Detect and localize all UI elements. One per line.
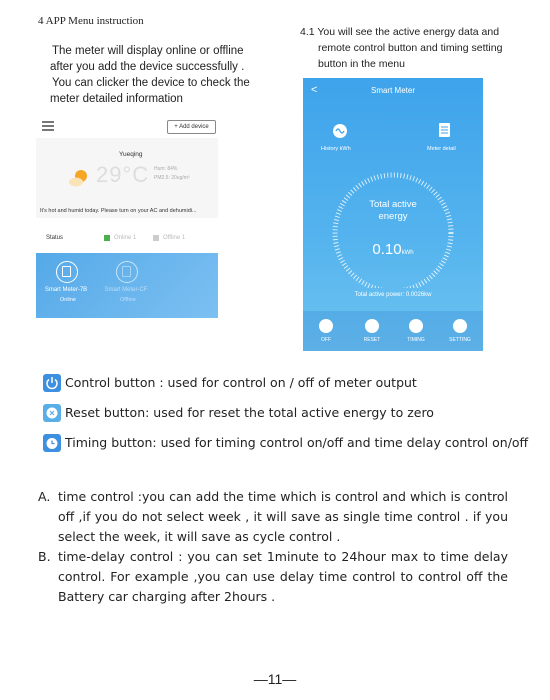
- total-active-power: Total active power: 0.0026kw: [354, 292, 432, 298]
- list-text: time control :you can add the time which is control and which is control off ,if you do not select week , it will save as single time control . if you select the week, it will save as cycle control .: [58, 489, 508, 544]
- status-label: Status: [46, 235, 64, 241]
- humidity-info: [154, 165, 190, 183]
- para-line: The meter will display online or offline: [52, 45, 244, 57]
- meter-title: Smart Meter: [370, 86, 415, 95]
- weather-tip: It's hot and humid today. Please turn on your AC and dehumidi...: [40, 208, 197, 214]
- online-count[interactable]: Online 1: [114, 235, 137, 241]
- reset-button-description: Reset button: used for reset the total active energy to zero: [65, 405, 434, 420]
- list-item-b: [38, 547, 508, 607]
- timing-button-label[interactable]: TIMING: [407, 337, 425, 343]
- online-indicator: [104, 235, 110, 241]
- off-button-label[interactable]: OFF: [321, 337, 331, 343]
- sun-cloud-icon: [68, 168, 90, 188]
- power-icon: [43, 374, 61, 392]
- label-line: Total active: [369, 199, 417, 210]
- reset-button-label[interactable]: RESET: [363, 337, 381, 343]
- heading-line: button in the menu: [318, 58, 405, 70]
- meter-icon: [116, 261, 138, 283]
- device-name: Smart Meter-CF: [104, 287, 148, 293]
- city-label: Yueqing: [119, 151, 143, 158]
- add-device-button[interactable]: + Add device: [167, 120, 216, 134]
- list-label: B.: [38, 549, 51, 564]
- device-grid: [36, 253, 218, 318]
- power-icon[interactable]: [319, 319, 333, 333]
- offline-count[interactable]: Offline 1: [163, 235, 186, 241]
- para-line: You can clicker the device to check the: [52, 77, 250, 89]
- para-line: meter detailed information: [50, 93, 183, 105]
- heading-line: 4.1 You will see the active energy data and: [300, 26, 500, 38]
- label-line: energy: [378, 211, 408, 222]
- setting-button-label[interactable]: SETTING: [449, 337, 471, 343]
- temperature: 29°C: [96, 162, 150, 187]
- gear-icon[interactable]: [453, 319, 467, 333]
- timer-icon: [43, 434, 61, 452]
- section-title: 4 APP Menu instruction: [38, 15, 144, 27]
- weather-card: [36, 138, 218, 218]
- control-button-description: Control button : used for control on / off of meter output: [65, 375, 417, 390]
- device-list-screenshot: [36, 113, 218, 318]
- list-text: time-delay control : you can set 1minute to 24hour max to time delay control. For example ,you can use delay time control to control off the Battery car charging after 2hours .: [58, 549, 508, 604]
- device-state: Offline: [120, 297, 136, 303]
- status-row: [36, 231, 218, 249]
- para-line: after you add the device successfully .: [50, 61, 245, 73]
- device-state: Online: [60, 297, 76, 303]
- device-name: Smart Meter-7B: [44, 287, 88, 293]
- control-bar: [303, 311, 483, 351]
- meter-detail-label[interactable]: Meter detail: [427, 146, 456, 152]
- value-unit: kWh: [401, 250, 414, 256]
- reset-icon[interactable]: [365, 319, 379, 333]
- meter-icon: [56, 261, 78, 283]
- timer-icon[interactable]: [409, 319, 423, 333]
- offline-indicator: [153, 235, 159, 241]
- list-label: A.: [38, 489, 51, 504]
- device-card[interactable]: [96, 253, 156, 318]
- total-active-energy-label: [303, 199, 483, 223]
- list-item-a: [38, 487, 508, 547]
- history-icon[interactable]: [333, 124, 347, 138]
- section-heading-4-1: [300, 24, 535, 72]
- humidity: Hum: 84%: [154, 166, 178, 172]
- heading-line: remote control button and timing setting: [318, 42, 503, 54]
- page-number: —11—: [253, 671, 297, 687]
- intro-paragraph: [50, 43, 280, 107]
- app-topbar: [36, 113, 218, 139]
- energy-gauge-ring: [303, 158, 483, 288]
- value-number: 0.10: [372, 241, 402, 258]
- pm25: PM2.5: 20ug/m³: [154, 175, 190, 181]
- history-kwh-label[interactable]: History kWh: [321, 146, 351, 152]
- timing-button-description: Timing button: used for timing control on/off and time delay control on/off: [65, 435, 529, 450]
- back-button[interactable]: <: [311, 84, 318, 96]
- device-card[interactable]: [36, 253, 96, 318]
- reset-icon: [43, 404, 61, 422]
- meter-detail-icon[interactable]: [439, 123, 450, 137]
- menu-icon[interactable]: [42, 121, 54, 130]
- energy-value: [303, 241, 483, 258]
- smart-meter-screenshot: [303, 78, 483, 351]
